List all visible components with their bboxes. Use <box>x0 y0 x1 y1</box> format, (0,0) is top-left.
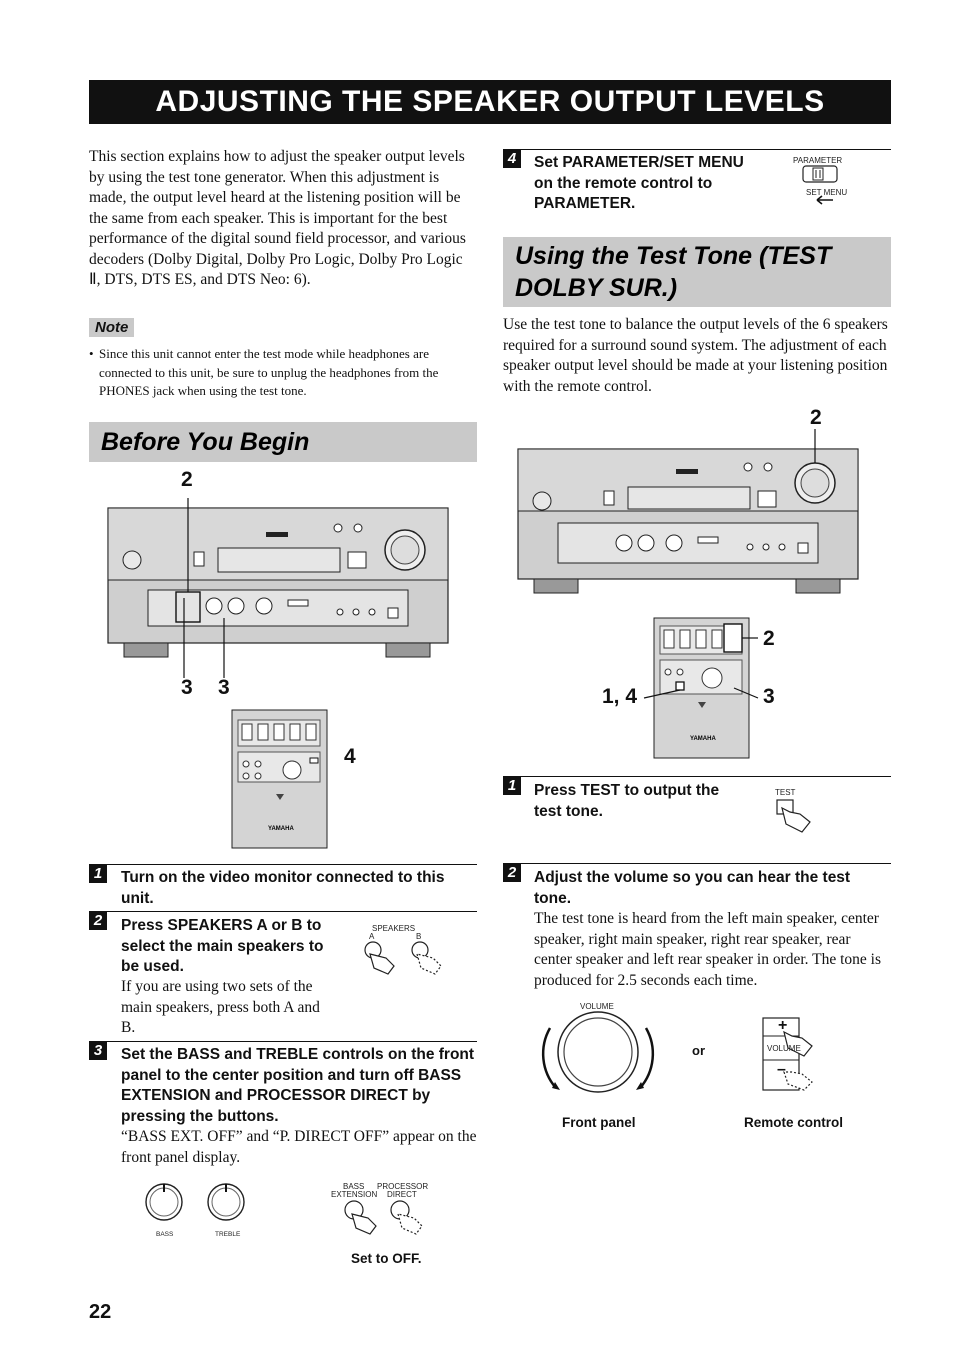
bass-ext-proc-direct-buttons-icon <box>340 1198 440 1238</box>
remote-control-caption: Remote control <box>744 1115 844 1130</box>
bass-ext-label-line1: BASS <box>343 1182 365 1191</box>
step-2-rule <box>89 911 477 912</box>
processor-direct-label-line2: DIRECT <box>387 1190 417 1199</box>
tt-step-1-number: 1 <box>503 776 521 795</box>
callout-3-right: 3 <box>763 685 775 708</box>
test-button-icon <box>776 798 822 838</box>
svg-text:YAMAHA: YAMAHA <box>268 826 294 832</box>
bass-treble-knobs-icon <box>140 1178 250 1234</box>
step-2-body: If you are using two sets of the main speakers, press both A and B. <box>121 978 320 1036</box>
remote-control-illustration-right <box>654 618 752 760</box>
step-1-heading: Turn on the video monitor connected to this unit. <box>121 869 445 907</box>
speakers-label: SPEAKERS <box>372 924 416 933</box>
volume-knob-icon <box>540 1010 664 1102</box>
page-title: ADJUSTING THE SPEAKER OUTPUT LEVELS <box>89 80 891 124</box>
step-1-number: 1 <box>89 864 107 883</box>
step-3-number: 3 <box>89 1041 107 1060</box>
step-2-heading: Press SPEAKERS A or B to select the main speakers to be used. <box>121 917 324 975</box>
callout-2-right-top: 2 <box>810 406 822 429</box>
set-to-off-caption: Set to OFF. <box>351 1251 422 1266</box>
remote-minus-label: – <box>777 1061 786 1078</box>
step-3-body: “BASS EXT. OFF” and “P. DIRECT OFF” appear on the front panel display. <box>121 1128 477 1166</box>
step-3-rule <box>89 1041 477 1042</box>
page-number: 22 <box>89 1301 112 1323</box>
callout-1-4-right: 1, 4 <box>602 685 638 708</box>
step-1-rule <box>89 864 477 865</box>
bass-label: BASS <box>156 1231 174 1238</box>
callout-2-left: 2 <box>181 468 193 491</box>
remote-volume-label: VOLUME <box>767 1044 801 1053</box>
svg-text:YAMAHA: YAMAHA <box>690 736 716 742</box>
bass-ext-label-line2: EXTENSION <box>331 1190 378 1199</box>
test-tone-heading: Using the Test Tone (TEST DOLBY SUR.) <box>503 237 891 307</box>
tt-step-2-rule <box>503 863 891 864</box>
test-tone-intro: Use the test tone to balance the output levels of the 6 speakers required for a surround sound system. The adjustment of each speaker output level should be made at your listening position with the remote control. <box>503 316 888 395</box>
tt-step-2-heading: Adjust the volume so you can hear the test tone. <box>534 869 851 907</box>
note-text: Since this unit cannot enter the test mode while headphones are connected to this unit, be sure to unplug the headphones from the PHONES jack when using the test tone. <box>99 346 439 398</box>
note-label: Note <box>89 318 134 337</box>
step-4-heading: Set PARAMETER/SET MENU on the remote control to PARAMETER. <box>534 154 744 212</box>
callout-3b-left: 3 <box>218 676 230 699</box>
treble-label: TREBLE <box>215 1231 241 1238</box>
receiver-front-panel-illustration <box>108 508 450 660</box>
callout-4-left: 4 <box>344 745 356 768</box>
step-4-number: 4 <box>503 149 521 168</box>
parameter-switch-icon <box>803 166 843 206</box>
step-2-number: 2 <box>89 911 107 930</box>
volume-knob-label: VOLUME <box>580 1002 614 1011</box>
remote-control-illustration-left <box>232 710 330 850</box>
parameter-label: PARAMETER <box>793 156 843 165</box>
tt-step-2-number: 2 <box>503 863 521 882</box>
test-label: TEST <box>775 788 796 797</box>
processor-direct-label-line1: PROCESSOR <box>377 1182 429 1191</box>
step-4-rule <box>503 149 891 150</box>
intro-paragraph: This section explains how to adjust the speaker output levels by using the test tone generator. When this adjustment is made, the output level heard at the listening position will be the same from each speaker. This is important for the best performance of the digital sound field processor, and various decoders (Dolby Digital, Dolby Pro Logic, Dolby Pro Logic Ⅱ, DTS, DTS ES, and DTS Neo: 6). <box>89 148 466 288</box>
remote-volume-buttons-icon <box>762 1016 826 1092</box>
front-panel-caption: Front panel <box>562 1115 636 1130</box>
note-bullet: • <box>89 346 94 361</box>
tt-step-1-heading: Press TEST to output the test tone. <box>534 782 720 820</box>
speakers-b-label: B <box>416 932 422 941</box>
step-3-heading: Set the BASS and TREBLE controls on the front panel to the center position and turn off BASS EXTENSION and PROCESSOR DIRECT by pressing the buttons. <box>121 1046 475 1125</box>
set-menu-label: SET MENU <box>806 188 848 197</box>
receiver-front-panel-illustration-right <box>518 449 860 599</box>
callout-3a-left: 3 <box>181 676 193 699</box>
tt-step-1-rule <box>503 776 891 777</box>
remote-plus-label: + <box>778 1017 788 1034</box>
speakers-buttons-icon <box>358 940 450 978</box>
tt-step-2-body: The test tone is heard from the left main speaker, center speaker, right main speaker, right rear speaker, rear center speaker and left rear speaker in order. The tone is produced for 2.5 seconds each time. <box>534 910 882 989</box>
or-label: or <box>692 1043 705 1058</box>
before-you-begin-heading: Before You Begin <box>89 422 477 462</box>
speakers-a-label: A <box>369 932 375 941</box>
callout-2-right-remote: 2 <box>763 627 775 650</box>
